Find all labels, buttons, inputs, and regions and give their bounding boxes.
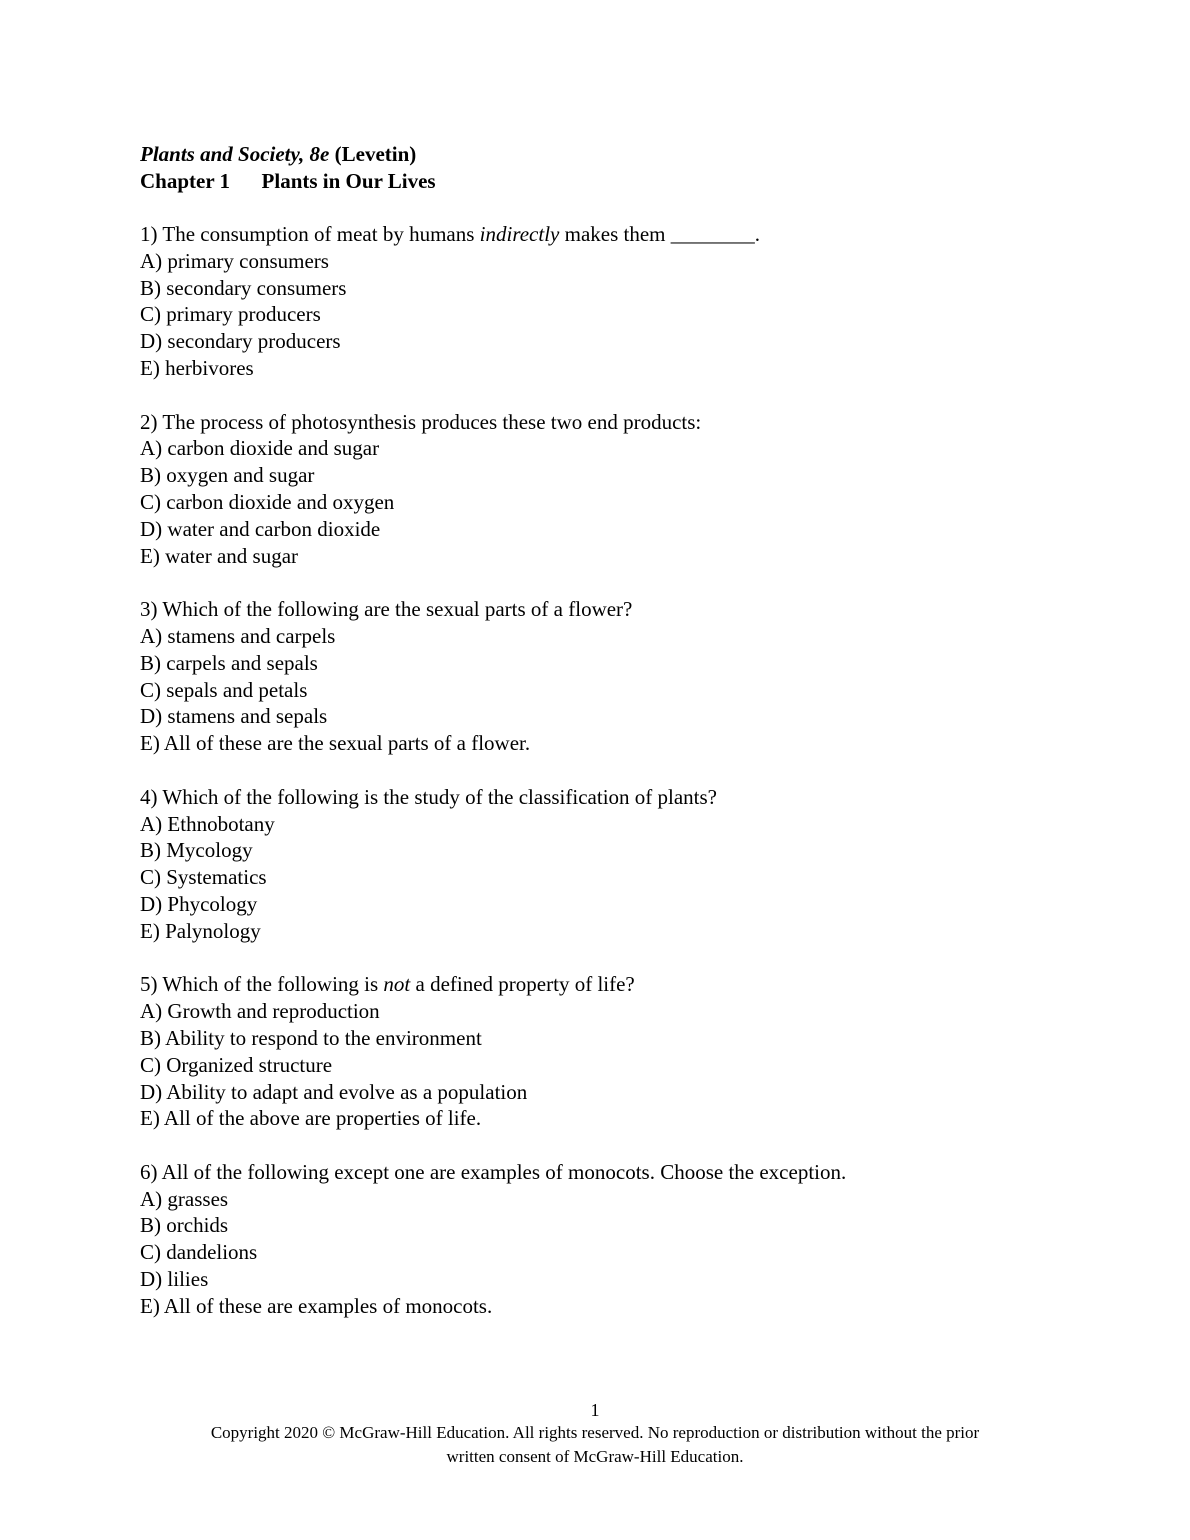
answer-option: B) secondary consumers: [140, 275, 347, 300]
question: [140, 1159, 1100, 1320]
book-title: Plants and Society, 8e: [140, 142, 330, 166]
question-emphasis: indirectly: [479, 222, 560, 246]
book-title-line: [140, 141, 436, 168]
answer-option: B) Mycology: [140, 838, 253, 863]
question: [140, 971, 1100, 1132]
answer-option: D) Ability to adapt and evolve as a population: [140, 1079, 528, 1104]
answer-option: D) secondary producers: [140, 329, 341, 354]
question-text: [140, 409, 1100, 436]
chapter-title: Plants in Our Lives: [261, 169, 436, 193]
answer-option: C) carbon dioxide and oxygen: [140, 489, 395, 514]
answer-option: B) carpels and sepals: [140, 650, 318, 675]
question-text: [140, 784, 1100, 811]
answer-option: B) orchids: [140, 1213, 229, 1238]
question-number: 4): [140, 784, 158, 809]
question-prefix: Which of the following are the sexual parts of a flower?: [162, 597, 633, 622]
answer-option: B) oxygen and sugar: [140, 463, 315, 488]
answer-option: A) grasses: [140, 1186, 229, 1211]
answer-option: C) Organized structure: [140, 1052, 333, 1077]
answer-option: E) water and sugar: [140, 543, 299, 568]
question-text: [140, 221, 1100, 248]
copyright-line: Copyright 2020 © McGraw-Hill Education. All rights reserved. No reproduction or distribution without the prior: [210, 1423, 980, 1442]
chapter-line: [140, 168, 436, 195]
answer-option: C) primary producers: [140, 302, 321, 327]
answer-option: D) stamens and sepals: [140, 704, 328, 729]
question-prefix: Which of the following is the study of the classification of plants?: [162, 784, 717, 809]
question-suffix: a defined property of life?: [415, 972, 635, 997]
document-header: [140, 141, 436, 195]
answer-option: D) water and carbon dioxide: [140, 516, 381, 541]
question-text: [140, 1159, 1100, 1186]
answer-option: A) stamens and carpels: [140, 623, 336, 648]
question-text: [140, 971, 1100, 998]
answer-option: C) Systematics: [140, 865, 267, 890]
question-list: [140, 221, 1100, 1346]
answer-option: A) Growth and reproduction: [140, 999, 380, 1024]
question-suffix: makes them ________.: [564, 222, 760, 246]
question-prefix: All of the following except one are examples of monocots. Choose the exception.: [161, 1159, 847, 1184]
question-prefix: The consumption of meat by humans: [162, 222, 475, 246]
question: [140, 784, 1100, 945]
page-footer: [0, 1399, 1190, 1469]
page-number: 1: [590, 1400, 600, 1420]
answer-option: D) lilies: [140, 1267, 209, 1292]
answer-option: E) All of these are the sexual parts of a flower.: [140, 731, 531, 756]
answer-option: E) All of these are examples of monocots.: [140, 1293, 493, 1318]
question: [140, 221, 1100, 382]
author: (Levetin): [334, 142, 417, 166]
chapter-label: Chapter 1: [140, 169, 231, 193]
answer-option: C) dandelions: [140, 1240, 258, 1265]
question-number: 2): [140, 409, 158, 434]
question: [140, 596, 1100, 757]
question-number: 5): [140, 972, 158, 997]
answer-option: E) Palynology: [140, 918, 261, 943]
copyright-line: written consent of McGraw-Hill Education.: [446, 1447, 744, 1466]
answer-option: A) primary consumers: [140, 248, 329, 273]
answer-option: A) Ethnobotany: [140, 811, 275, 836]
question-number: 6): [140, 1159, 158, 1184]
question: [140, 409, 1100, 570]
answer-option: B) Ability to respond to the environment: [140, 1025, 482, 1050]
answer-option: E) herbivores: [140, 355, 254, 380]
answer-option: C) sepals and petals: [140, 677, 308, 702]
question-text: [140, 596, 1100, 623]
question-prefix: The process of photosynthesis produces these two end products:: [162, 409, 702, 434]
answer-option: E) All of the above are properties of life.: [140, 1106, 482, 1131]
question-number: 1): [140, 222, 158, 246]
question-prefix: Which of the following is: [162, 972, 379, 997]
answer-option: A) carbon dioxide and sugar: [140, 436, 380, 461]
question-number: 3): [140, 597, 158, 622]
question-emphasis: not: [383, 972, 411, 997]
answer-option: D) Phycology: [140, 891, 258, 916]
